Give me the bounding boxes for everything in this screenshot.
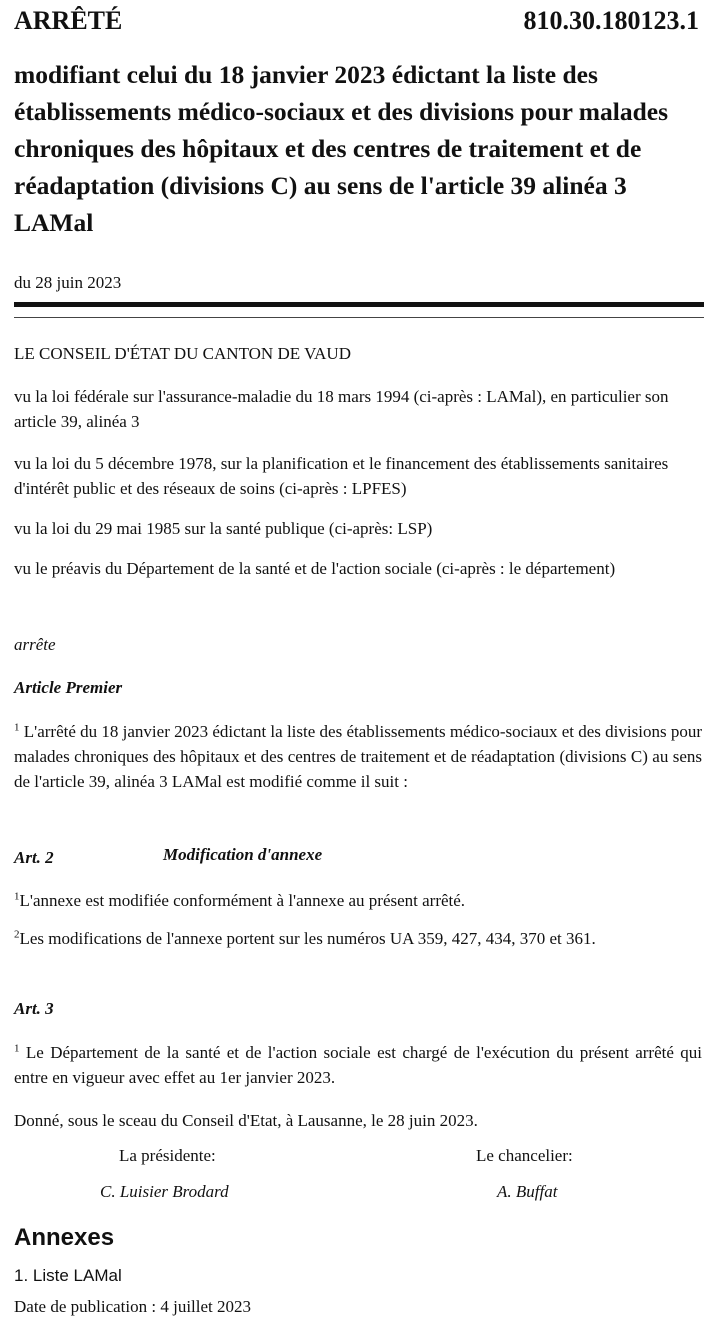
document-type: ARRÊTÉ (14, 6, 123, 35)
article-2-paragraph-2 (14, 926, 702, 951)
document-title: modifiant celui du 18 janvier 2023 édictant la liste des établissements médico-sociaux et des divisions pour malades chroniques des hôpitaux et des centres de traitement et de réadaptation (divisions C) au sens de l'article 39 alinéa 3 LAMal (14, 60, 669, 237)
header-divider (14, 302, 704, 307)
article-1-heading: Article Premier (14, 678, 123, 697)
vu-clause-2: vu la loi du 5 décembre 1978, sur la planification et le financement des établissements sanitaires d'intérêt public et des réseaux de soins (ci-après : LPFES) (14, 454, 669, 498)
chancellor-name: A. Buffat (497, 1182, 558, 1201)
vu-clause-3: vu la loi du 29 mai 1985 sur la santé publique (ci-après: LSP) (14, 519, 433, 538)
chancellor-title: Le chancelier: (476, 1146, 573, 1165)
paragraph-number: 1 (14, 721, 20, 734)
authority: LE CONSEIL D'ÉTAT DU CANTON DE VAUD (14, 344, 351, 363)
president-title: La présidente: (119, 1146, 216, 1165)
article-3-label: Art. 3 (14, 999, 54, 1018)
vu-clause-1: vu la loi fédérale sur l'assurance-maladie du 18 mars 1994 (ci-après : LAMal), en particulier son article 39, alinéa 3 (14, 387, 669, 431)
vu-clause-4: vu le préavis du Département de la santé et de l'action sociale (ci-après : le département) (14, 559, 616, 578)
document-header (14, 6, 699, 42)
document-number: 810.30.180123.1 (523, 6, 699, 35)
annex-item-1[interactable]: 1. Liste LAMal (14, 1266, 122, 1285)
decree-word: arrête (14, 635, 56, 654)
article-2-paragraph-1 (14, 888, 702, 913)
article-1-paragraph (14, 719, 702, 794)
document-date: du 28 juin 2023 (14, 273, 122, 292)
article-3-paragraph-1 (14, 1040, 702, 1090)
given-statement: Donné, sous le sceau du Conseil d'Etat, à Lausanne, le 28 juin 2023. (14, 1111, 478, 1130)
article-2-title: Modification d'annexe (163, 845, 323, 864)
article-3-text-1: Le Département de la santé et de l'action sociale est chargé de l'exécution du présent arrêté qui entre en vigueur avec effet au 1er janvier 2023. (14, 1043, 703, 1087)
paragraph-number: 1 (14, 890, 20, 903)
header-divider-thin (14, 317, 704, 318)
article-2-text-1: L'annexe est modifiée conformément à l'annexe au présent arrêté. (19, 891, 466, 910)
paragraph-number: 2 (14, 928, 20, 941)
annexes-heading: Annexes (14, 1224, 115, 1251)
article-2-text-2: Les modifications de l'annexe portent sur les numéros UA 359, 427, 434, 370 et 361. (19, 929, 596, 948)
president-name: C. Luisier Brodard (100, 1182, 229, 1201)
paragraph-number: 1 (14, 1042, 20, 1055)
article-1-text: L'arrêté du 18 janvier 2023 édictant la liste des établissements médico-sociaux et des divisions pour malades chroniques des hôpitaux et des centres de traitement et de réadaptation (divisions C) au sens de l'article 39, alinéa 3 LAMal est modifié comme il suit : (14, 722, 702, 791)
publication-date: Date de publication : 4 juillet 2023 (14, 1297, 252, 1316)
article-2-label: Art. 2 (14, 848, 54, 867)
